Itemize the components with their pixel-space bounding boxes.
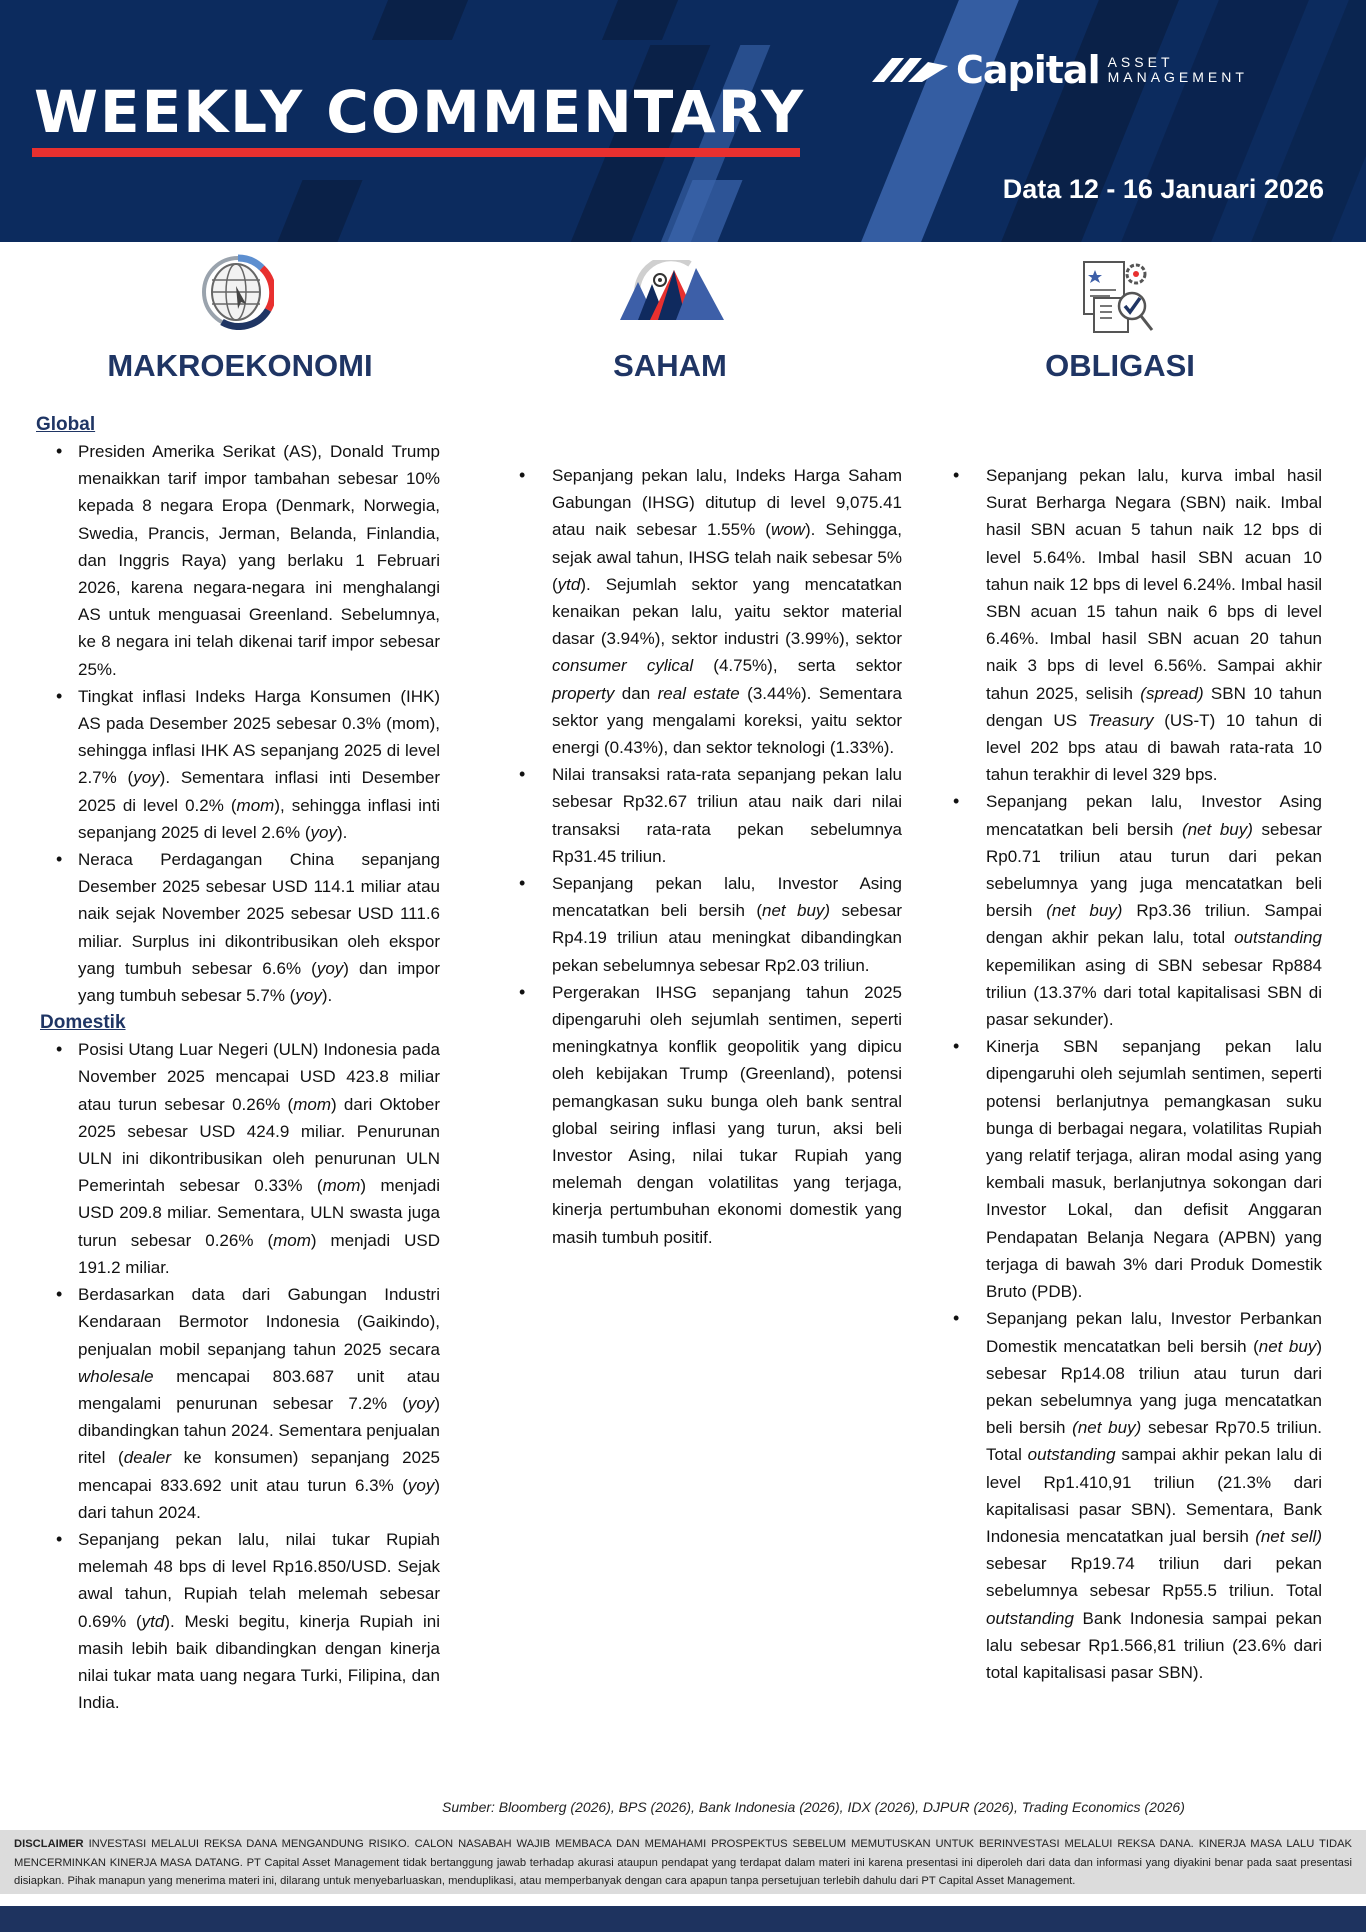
disclaimer-text [0, 1830, 1366, 1891]
bullet-text-segment: mom [273, 1230, 311, 1250]
bullet-item [986, 462, 1322, 788]
domestik-list [78, 1036, 440, 1716]
bullet-text-segment: sampai akhir pekan lalu di level Rp1.410,91 triliun (21.3% dari kapitalisasi pasar SBN). Sementara, Bank Indonesia mencatatkan jual bersih [986, 1445, 1322, 1546]
bullet-text-segment: Nilai transaksi rata-rata sepanjang pekan lalu sebesar Rp32.67 triliun atau naik dari nilai transaksi rata-rata pekan sebelumnya Rp31.45 triliun. [552, 765, 902, 866]
bullet-text-segment: yoy [295, 986, 322, 1006]
bullet-text-segment: wow [770, 520, 805, 540]
bullet-text-segment: net buy [1258, 1336, 1317, 1356]
logo-sub-line1: ASSET [1107, 54, 1174, 70]
bullet-text-segment: ). Meski begitu, kinerja Rupiah ini masih lebih baik dibandingkan dengan kinerja nilai tukar mata uang negara Turki, Filipina, dan India. [78, 1611, 440, 1713]
bullet-item [552, 979, 902, 1251]
global-list [78, 438, 440, 1009]
bullet-item [552, 761, 902, 870]
logo-swoosh-icon [868, 52, 950, 88]
bullet-text-segment: consumer cylical [552, 656, 694, 676]
bullet-text-segment: yoy [407, 1393, 435, 1413]
bullet-text-segment: (US-T) 10 tahun di level 202 bps atau di bawah rata-rata 10 tahun terakhir di level 329 bps. [986, 710, 1322, 785]
bullet-text-segment: Sepanjang pekan lalu, Investor Asing mencatatkan beli bersih [986, 792, 1322, 839]
bullet-text-segment: yoy [133, 768, 160, 788]
globe-icon [202, 254, 274, 330]
document-search-icon [1080, 258, 1160, 336]
bullet-text-segment: ) menjadi USD 209.8 miliar. Sementara, ULN swasta juga turun sebesar 0.26% ( [78, 1176, 441, 1250]
bullet-text-segment: Sepanjang pekan lalu, kurva imbal hasil Surat Berharga Negara (SBN) naik. Imbal hasil SBN acuan 5 tahun naik 12 bps di level 5.64%. Imbal hasil SBN acuan 10 tahun naik 12 bps di level 6.24%. Imbal hasil SBN acuan 15 tahun naik 6 bps di level 6.46%. Imbal hasil SBN acuan 20 tahun naik 3 bps di level 6.56%. Sampai akhir tahun 2025, selisih [986, 466, 1322, 703]
bullet-text-segment: SBN 10 tahun dengan US [986, 683, 1322, 730]
bullet-text-segment: mencapai 803.687 unit atau mengalami penurunan sebesar 7.2% ( [78, 1366, 440, 1413]
bullet-text-segment: dan [614, 683, 658, 703]
bullet-item [986, 1033, 1322, 1305]
bullet-text-segment: wholesale [78, 1366, 154, 1386]
bullet-text-segment: (3.44%). Sementara sektor yang mengalami koreksi, yaitu sektor energi (0.43%), dan sektor teknologi (1.33%). [552, 683, 902, 758]
bullet-text-segment: net buy) [761, 901, 831, 921]
bullet-text-segment: ytd [557, 574, 581, 594]
bullet-text-segment: ) dari Oktober 2025 sebesar USD 424.9 miliar. Penurunan ULN ini dikontribusikan oleh penurunan ULN Pemerintah sebesar 0.33% ( [78, 1094, 440, 1196]
bullet-item [78, 1526, 440, 1716]
bullet-text-segment: Rp3.36 triliun. Sampai dengan akhir pekan lalu, total [986, 901, 1322, 948]
saham-list [552, 462, 902, 1251]
bullet-text-segment: ). Sejumlah sektor yang mencatatkan kenaikan pekan lalu, yaitu sektor material dasar (3.94%), sektor industri (3.99%), sektor [552, 574, 902, 649]
subheading-domestik: Domestik [40, 1012, 126, 1034]
footer-bar [0, 1906, 1366, 1932]
section-heading-obligasi: OBLIGASI [1045, 348, 1195, 383]
bullet-text-segment: ). [321, 986, 333, 1006]
bullet-text-segment: Bank Indonesia sampai pekan lalu sebesar Rp1.566,81 triliun (23.6% dari total kapitalisasi pasar SBN). [986, 1608, 1322, 1682]
logo-sub-line2: MANAGEMENT [1107, 69, 1248, 85]
bullet-text-segment: sebesar Rp70.5 triliun. Total [986, 1418, 1322, 1465]
company-logo [868, 48, 1248, 92]
bullet-text-segment: yoy [310, 822, 337, 842]
bullet-item [552, 870, 902, 979]
bullet-text-segment: sebesar Rp0.71 triliun atau turun dari pekan sebelumnya yang juga mencatatkan beli bersih [986, 819, 1323, 921]
bullet-text-segment: yoy [407, 1475, 435, 1495]
bullet-text-segment: property [552, 683, 615, 703]
bullet-text-segment: (net sell) [1255, 1526, 1322, 1546]
bullet-text-segment: ) dibandingkan tahun 2024. Sementara penjualan ritel ( [78, 1393, 441, 1468]
bullet-text-segment: mom [236, 795, 275, 815]
bullet-item [986, 1305, 1322, 1686]
bullet-text-segment: ). [336, 822, 348, 842]
bullet-text-segment: ke konsumen) sepanjang 2025 mencapai 833.692 unit atau turun 6.3% ( [78, 1448, 440, 1495]
bullet-text-segment: ytd [141, 1611, 165, 1631]
bullet-text-segment: kepemilikan asing di SBN sebesar Rp884 triliun (13.37% dari total kapitalisasi SBN di pasar sekunder). [986, 955, 1322, 1030]
disclaimer-label: DISCLAIMER [14, 1838, 84, 1850]
bullet-text-segment: Sepanjang pekan lalu, nilai tukar Rupiah melemah 48 bps di level Rp16.850/USD. Sejak awal tahun, Rupiah telah melemah sebesar 0.69% ( [78, 1529, 440, 1631]
bullet-item [78, 438, 440, 683]
bullet-text-segment: mom [293, 1094, 331, 1114]
source-note: Sumber: Bloomberg (2026), BPS (2026), Bank Indonesia (2026), IDX (2026), DJPUR (2026), Trading Economics (2026) [442, 1799, 1185, 1815]
bullet-text-segment: mom [322, 1176, 361, 1196]
bullet-text-segment: (net buy) [1072, 1418, 1142, 1438]
section-heading-saham: SAHAM [613, 348, 727, 383]
bullet-text-segment: (net buy) [1046, 901, 1123, 921]
bullet-text-segment: outstanding [1234, 928, 1322, 948]
bullet-text-segment: Sepanjang pekan lalu, Investor Perbankan Domestik mencatatkan beli bersih ( [986, 1309, 1322, 1356]
bullet-text-segment: (4.75%), serta sektor [693, 656, 902, 676]
mountain-chart-icon [620, 260, 724, 322]
bullet-item [986, 788, 1322, 1033]
bullet-text-segment: sebesar Rp19.74 triliun dari pekan sebelumnya sebesar Rp55.5 triliun. Total [986, 1554, 1322, 1601]
bullet-text-segment: Berdasarkan data dari Gabungan Industri Kendaraan Bermotor Indonesia (Gaikindo), penjualan mobil sepanjang tahun 2025 secara [78, 1285, 440, 1359]
bullet-text-segment: outstanding [986, 1608, 1074, 1628]
bullet-text-segment: (net buy) [1181, 819, 1253, 839]
obligasi-column [986, 462, 1322, 1686]
makroekonomi-column [36, 412, 441, 1716]
bullet-text-segment: real estate [657, 683, 740, 703]
section-heading-makroekonomi: MAKROEKONOMI [107, 348, 373, 383]
disclaimer-body: INVESTASI MELALUI REKSA DANA MENGANDUNG RISIKO. CALON NASABAH WAJIB MEMBACA DAN MEMAHAMI PROSPEKTUS SEBELUM MEMUTUSKAN UNTUK BERINVESTASI MELALUI REKSA DANA. KINERJA MASA LALU TIDAK MENCERMINKAN KINERJA MASA DATANG. PT Capital Asset Management tidak bertanggung jawab terhadap akurasi ataupun pendapat yang terdapat dalam materi ini karena presentasi ini diperoleh dari data dan informasi yang diyakini benar pada saat presentasi disiapkan. Pihak manapun yang menerima materi ini, dilarang untuk menyebarluaskan, menduplikasi, atau memperbanyak dengan cara apapun tanpa persetujuan terlebih dahulu dari PT Capital Asset Management. [14, 1838, 1352, 1887]
subheading-global: Global [36, 414, 96, 435]
header-banner [0, 0, 1366, 242]
bullet-item [78, 846, 440, 1009]
bullet-text-segment: ). Sementara inflasi inti Desember 2025 di level 0.2% ( [78, 768, 440, 815]
bullet-text-segment: Sepanjang pekan lalu, Investor Asing mencatatkan beli bersih ( [552, 874, 902, 921]
bullet-item [78, 1036, 440, 1281]
bullet-text-segment: Presiden Amerika Serikat (AS), Donald Trump menaikkan tarif impor tambahan sebesar 10% kepada 8 negara Eropa (Denmark, Norwegia, Swedia, Prancis, Jerman, Belanda, Finlandia, dan Inggris Raya) yang berlaku 1 Februari 2026, karena negara-negara ini menghalangi AS untuk menguasai Greenland. Sebelumnya, ke 8 negara ini telah dikenai tarif impor sebesar 25%. [78, 442, 440, 679]
logo-subtitle [1108, 55, 1248, 85]
title-underline [32, 148, 800, 157]
page-title: WEEKLY COMMENTARY [34, 78, 806, 146]
bullet-text-segment: outstanding [1027, 1445, 1116, 1465]
bullet-item [78, 683, 440, 846]
logo-wordmark: Capital [956, 48, 1100, 92]
bullet-text-segment: Treasury [1087, 710, 1154, 730]
bullet-item [78, 1281, 440, 1526]
bullet-text-segment: Tingkat inflasi Indeks Harga Konsumen (IHK) AS pada Desember 2025 sebesar 0.3% (mom), sehingga inflasi IHK AS sepanjang 2025 di level 2.7% ( [78, 686, 440, 788]
bullet-text-segment: ) dan impor yang tumbuh sebesar 5.7% ( [78, 958, 440, 1006]
obligasi-list [986, 462, 1322, 1686]
bullet-text-segment: Pergerakan IHSG sepanjang tahun 2025 dipengaruhi oleh sejumlah sentimen, seperti meningkatnya konflik geopolitik yang dipicu oleh kebijakan Trump (Greenland), potensi pemangkasan suku bunga oleh bank sentral global seiring inflasi yang turun, aksi beli Investor Asing, nilai tukar Rupiah yang melemah dengan volatilitas yang terjaga, kinerja pertumbuhan ekonomi domestik yang masih tumbuh positif. [552, 982, 902, 1247]
disclaimer-box [0, 1830, 1366, 1894]
bullet-text-segment: sebesar Rp4.19 triliun atau meningkat dibandingkan pekan sebelumnya sebesar Rp2.03 triliun. [552, 901, 902, 975]
bullet-text-segment: ). Sehingga, sejak awal tahun, IHSG telah naik sebesar 5% ( [552, 520, 902, 594]
bullet-text-segment: Kinerja SBN sepanjang pekan lalu dipengaruhi oleh sejumlah sentimen, seperti potensi berlanjutnya pemangkasan suku bunga di berbagai negara, volatilitas Rupiah yang relatif terjaga, aliran modal asing yang kembali masuk, berlanjutnya sokongan dari Investor Lokal, dan defisit Anggaran Pendapatan Belanja Negara (APBN) yang terjaga di bawah 3% dari Produk Domestik Bruto (PDB). [986, 1037, 1322, 1302]
bullet-text-segment: (spread) [1140, 683, 1204, 703]
bullet-item [552, 462, 902, 761]
bullet-text-segment: ) sebesar Rp14.08 triliun atau turun dari pekan sebelumnya yang juga mencatatkan beli bersih [986, 1336, 1322, 1438]
bullet-text-segment: Neraca Perdagangan China sepanjang Desember 2025 sebesar USD 114.1 miliar atau naik sejak November 2025 sebesar USD 111.6 miliar. Surplus ini dikontribusikan oleh ekspor yang tumbuh sebesar 6.6% ( [78, 850, 440, 978]
bullet-text-segment: ), sehingga inflasi inti sepanjang 2025 di level 2.6% ( [78, 795, 440, 842]
bullet-text-segment: Posisi Utang Luar Negeri (ULN) Indonesia pada November 2025 mencapai USD 423.8 miliar atau turun sebesar 0.26% ( [78, 1040, 440, 1114]
saham-column [552, 462, 902, 1251]
bullet-text-segment: yoy [316, 958, 344, 978]
bullet-text-segment: ) menjadi USD 191.2 miliar. [78, 1230, 440, 1277]
bullet-text-segment: ) dari tahun 2024. [78, 1475, 440, 1522]
bullet-text-segment: Sepanjang pekan lalu, Indeks Harga Saham Gabungan (IHSG) ditutup di level 9,075.41 atau naik sebesar 1.55% ( [552, 466, 902, 540]
report-date: Data 12 - 16 Januari 2026 [1002, 174, 1324, 204]
bullet-text-segment: dealer [123, 1448, 171, 1468]
